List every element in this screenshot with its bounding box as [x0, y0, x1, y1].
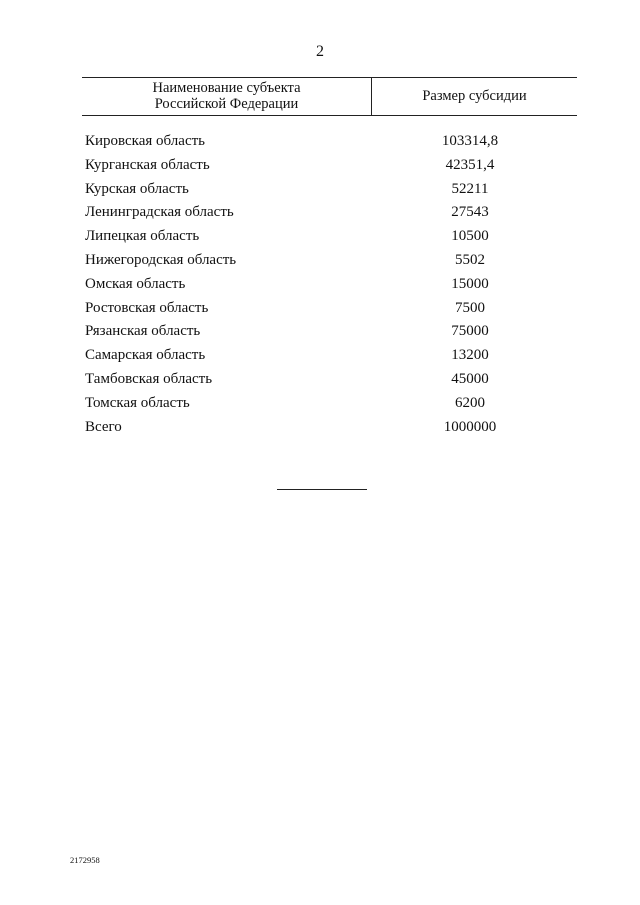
region-name: Липецкая область: [85, 228, 200, 245]
subsidy-value: 10500: [451, 228, 489, 245]
table-row: [82, 201, 577, 225]
total-value: 1000000: [443, 418, 497, 435]
table-row: [82, 392, 577, 416]
table-row: [82, 225, 577, 249]
header-region-line1: Наименование субъекта: [152, 80, 301, 96]
header-region-name: [82, 80, 371, 112]
total-label: Всего: [85, 418, 122, 435]
table-row: [82, 249, 577, 273]
subsidy-value: 6200: [455, 394, 485, 411]
subsidy-value: 45000: [451, 370, 489, 387]
region-name: Ленинградская область: [85, 204, 234, 221]
subsidy-value: 15000: [451, 275, 489, 292]
subsidy-value: 52211: [451, 180, 489, 197]
page-number: 2: [316, 43, 324, 60]
table-row: [82, 130, 577, 154]
region-name: Курганская область: [85, 156, 210, 173]
region-name: Курская область: [85, 180, 189, 197]
subsidy-value: 7500: [455, 299, 485, 316]
region-name: Кировская область: [85, 133, 206, 149]
region-name: Томская область: [85, 394, 190, 411]
header-region-line2: Российской Федерации: [154, 96, 299, 112]
table-header: [82, 77, 577, 116]
table-row: [82, 273, 577, 297]
end-of-document-rule: [277, 489, 367, 490]
subsidy-value: 75000: [451, 323, 489, 340]
table-row: [82, 154, 577, 178]
subsidy-table: [82, 77, 577, 435]
subsidy-value: 5502: [455, 251, 485, 268]
document-code: 2172958: [70, 855, 100, 865]
region-name: Нижегородская область: [85, 251, 237, 268]
table-row: [82, 178, 577, 202]
subsidy-value: 103314,8: [441, 133, 499, 149]
table-row: [82, 344, 577, 368]
subsidy-value: 13200: [451, 347, 489, 364]
table-row: [82, 320, 577, 344]
header-subsidy-amount: Размер субсидии: [422, 88, 527, 104]
region-name: Тамбовская область: [85, 370, 213, 387]
region-name: Рязанская область: [85, 323, 201, 340]
table-row-total: [82, 416, 577, 440]
subsidy-value: 42351,4: [445, 156, 495, 173]
table-body: [82, 130, 577, 439]
region-name: Ростовская область: [85, 299, 209, 316]
table-row: [82, 368, 577, 392]
table-row: [82, 297, 577, 321]
region-name: Омская область: [85, 275, 186, 292]
region-name: Самарская область: [85, 347, 206, 364]
subsidy-value: 27543: [451, 204, 489, 221]
